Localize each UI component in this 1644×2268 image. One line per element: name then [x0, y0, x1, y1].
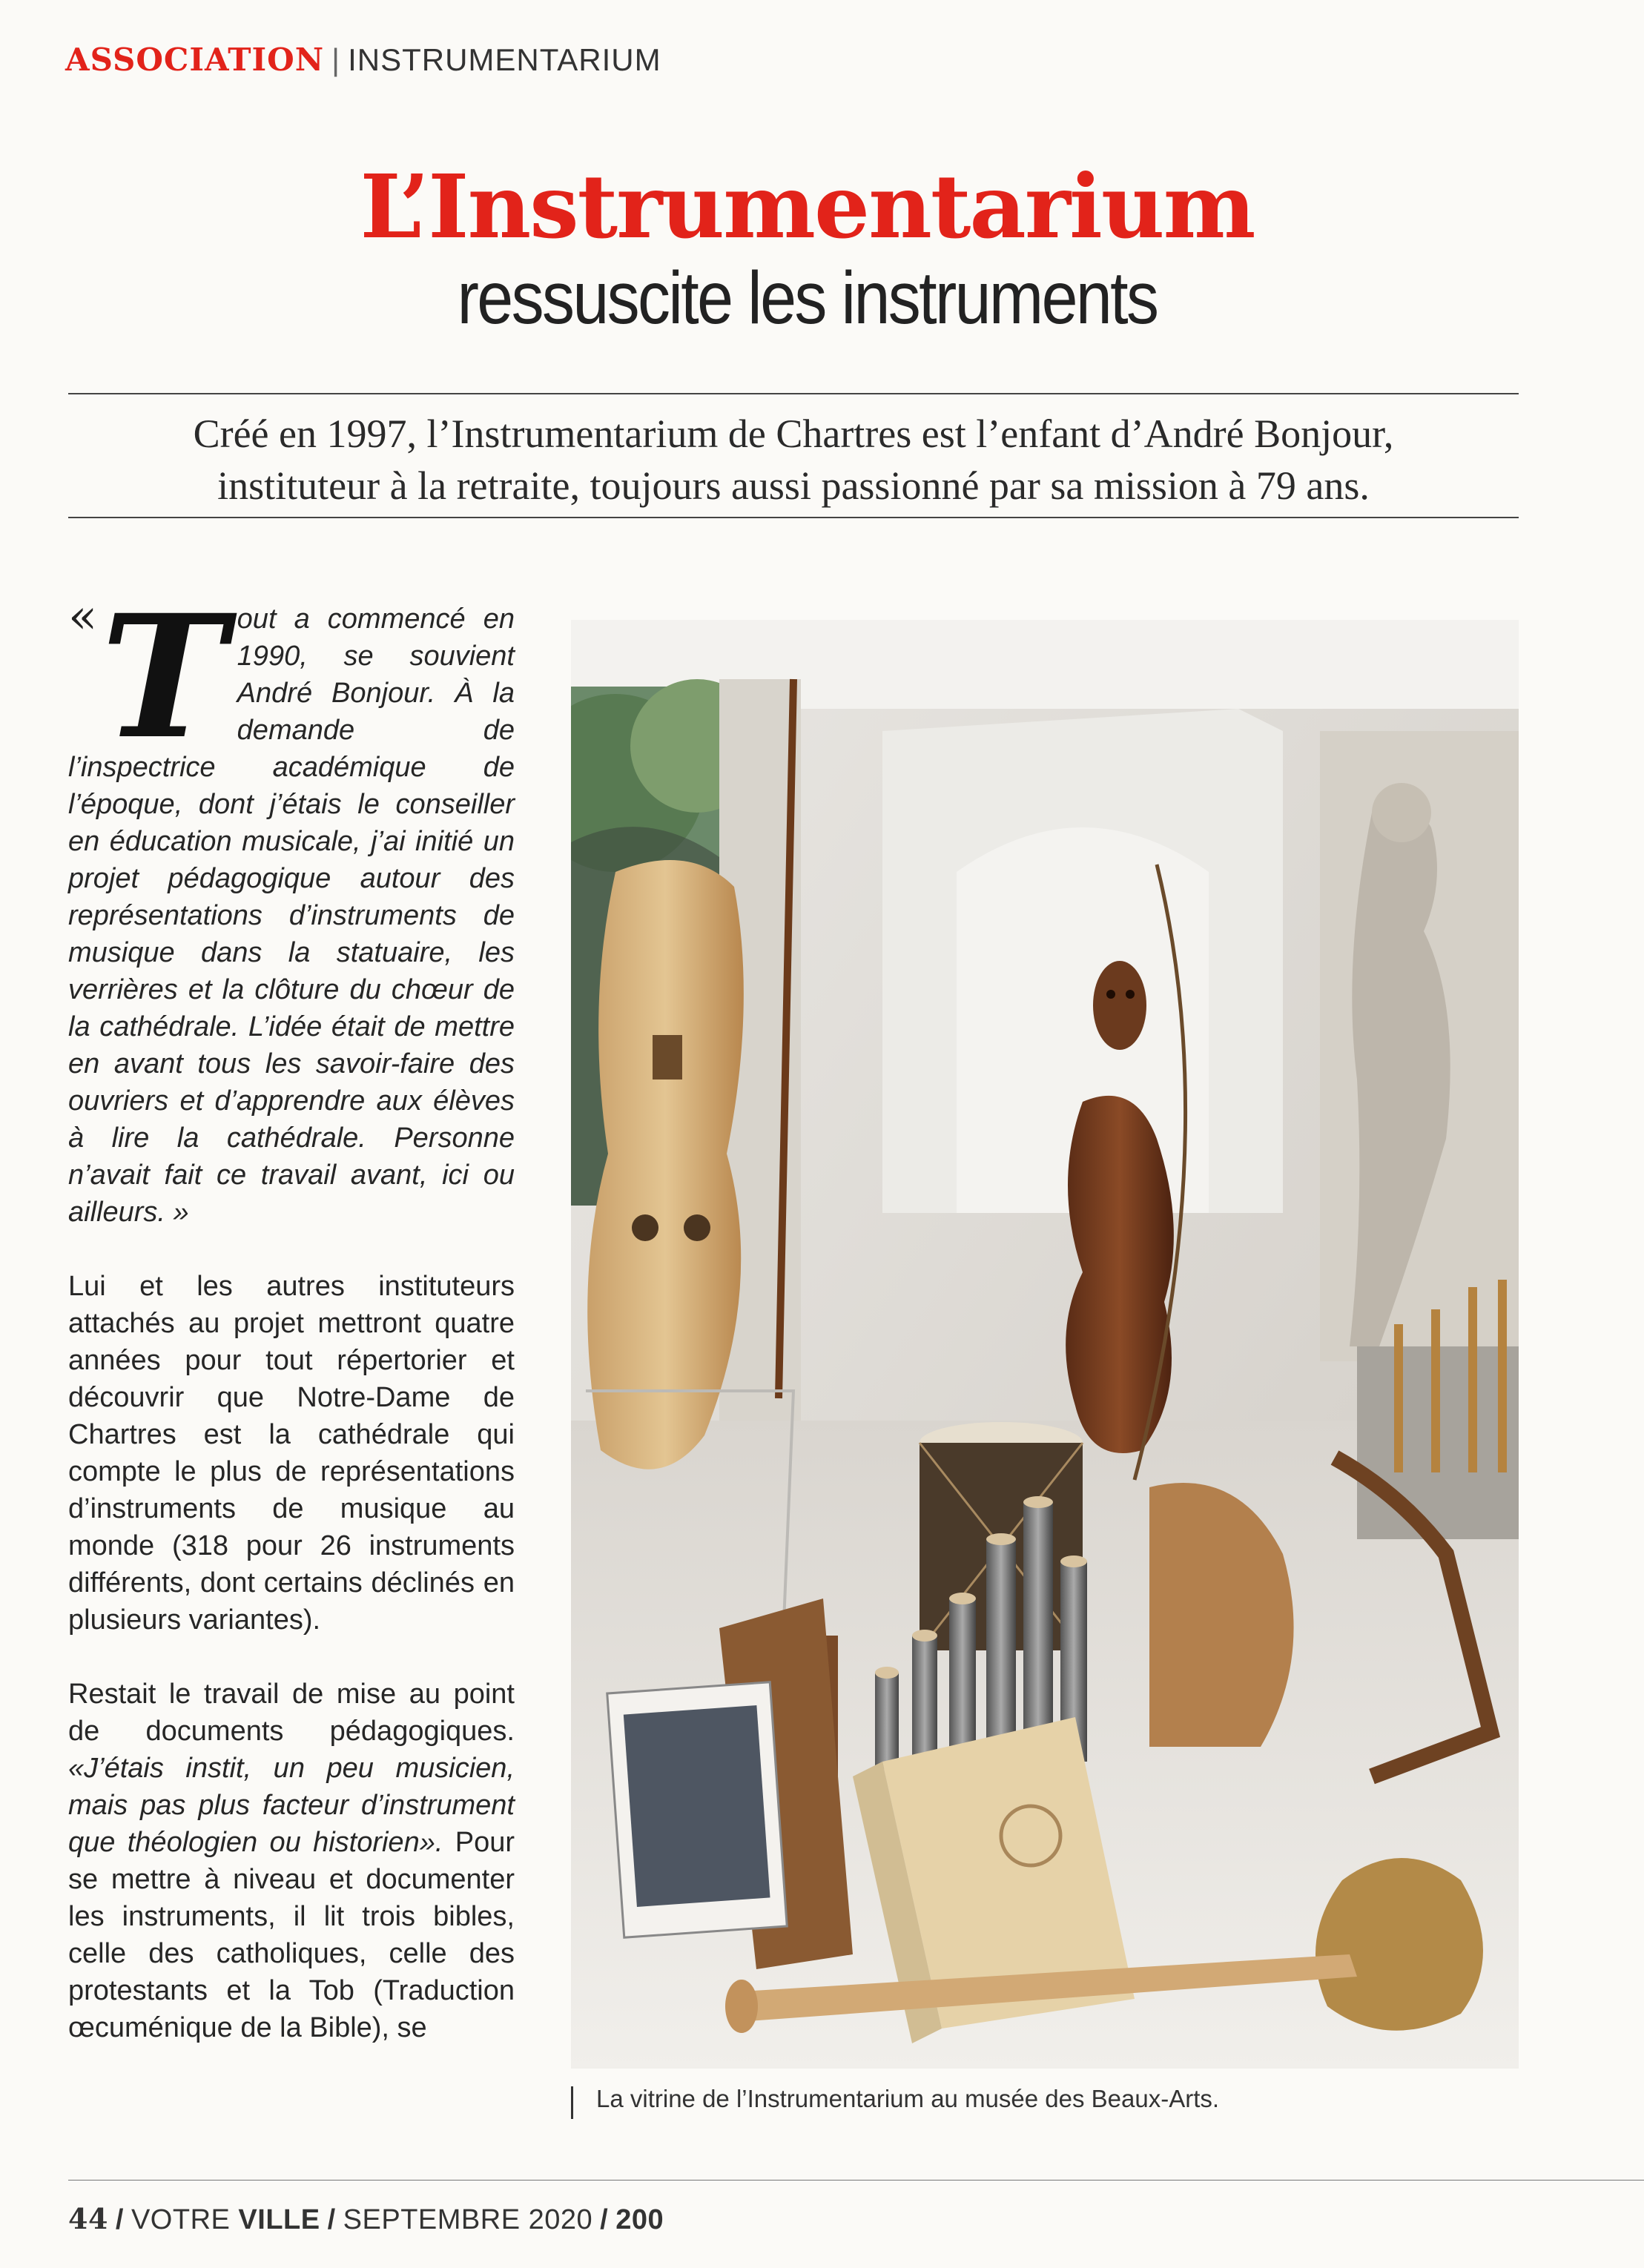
rubric-separator: | [331, 42, 341, 77]
paragraph-3-quote: «J’étais instit, un peu musicien, mais pas plus facteur d’instrument que théologien ou historien». [68, 1753, 515, 1858]
article-paragraph [68, 1268, 515, 1639]
article-paragraph [68, 578, 515, 1231]
paragraph-1-text: out a commencé en 1990, se souvient André Bonjour. À la demande de l’inspectrice académique de l’époque, dont j’étais le conseiller en éducation musicale, j’ai initié un projet pédagogique autour des représentations d’instruments de musique dans la statuaire, les verrières et la clôture du chœur de la cathédrale. L’idée était de mettre en avant tous les savoir-faire des ouvriers et d’apprendre aux élèves à lire la cathédrale. Personne n’avait fait ce travail avant, ici ou ailleurs. » [68, 604, 515, 1228]
rubric-topic: INSTRUMENTARIUM [348, 42, 661, 77]
rubric-section: ASSOCIATION [65, 42, 325, 78]
magazine-name-b: VILLE [238, 2204, 320, 2235]
lede [111, 408, 1476, 512]
instrument-showcase-photo [571, 620, 1519, 2069]
paragraph-2-text: Lui et les autres instituteurs attachés au projet mettront quatre années pour tout répertorier et découvrir que Notre-Dame de Chartres est la cathédrale qui compte le plus de représentations d’instruments de musique au monde (318 pour 26 instruments différents, dont certains déclinés en plusieurs variantes). [68, 1271, 515, 1636]
paragraph-3-text-b: Pour se mettre à niveau et documenter les instruments, il lit trois bibles, celle des catholiques, celle des protestants et la Tob (Traduction œcuménique de la Bible), se [68, 1827, 515, 2043]
page-number: 44 [68, 2202, 108, 2235]
photo-caption: La vitrine de l’Instrumentarium au musée des Beaux-Arts. [596, 2085, 1220, 2112]
issue-date: SEPTEMBRE 2020 [343, 2204, 593, 2235]
caption-bar [571, 2086, 573, 2119]
opening-quote-mark: « [68, 589, 98, 644]
footer-rule [68, 2180, 1644, 2181]
paragraph-3-text-a: Restait le travail de mise au point de documents pédagogiques. [68, 1679, 515, 1747]
headline [0, 155, 1644, 342]
headline-line-2: ressuscite les instruments [457, 257, 1158, 340]
headline-line-1: L’Instrumentarium [360, 155, 1255, 258]
lede-line-2: instituteur à la retraite, toujours aussi passionné par sa mission à 79 ans. [217, 463, 1370, 508]
section-rubric [65, 42, 661, 78]
issue-number: 200 [615, 2204, 664, 2235]
article-paragraph [68, 1676, 515, 2046]
article-column [68, 578, 515, 2083]
lede-line-1: Créé en 1997, l’Instrumentarium de Chartres est l’enfant d’André Bonjour, [193, 411, 1394, 456]
drop-cap: T [101, 578, 227, 776]
page-footer: 44 / VOTRE VILLE / SEPTEMBRE 2020 / 200 [68, 2202, 664, 2235]
magazine-name-a: VOTRE [131, 2204, 239, 2235]
lede-top-rule [68, 393, 1519, 394]
lede-bottom-rule [68, 517, 1519, 518]
